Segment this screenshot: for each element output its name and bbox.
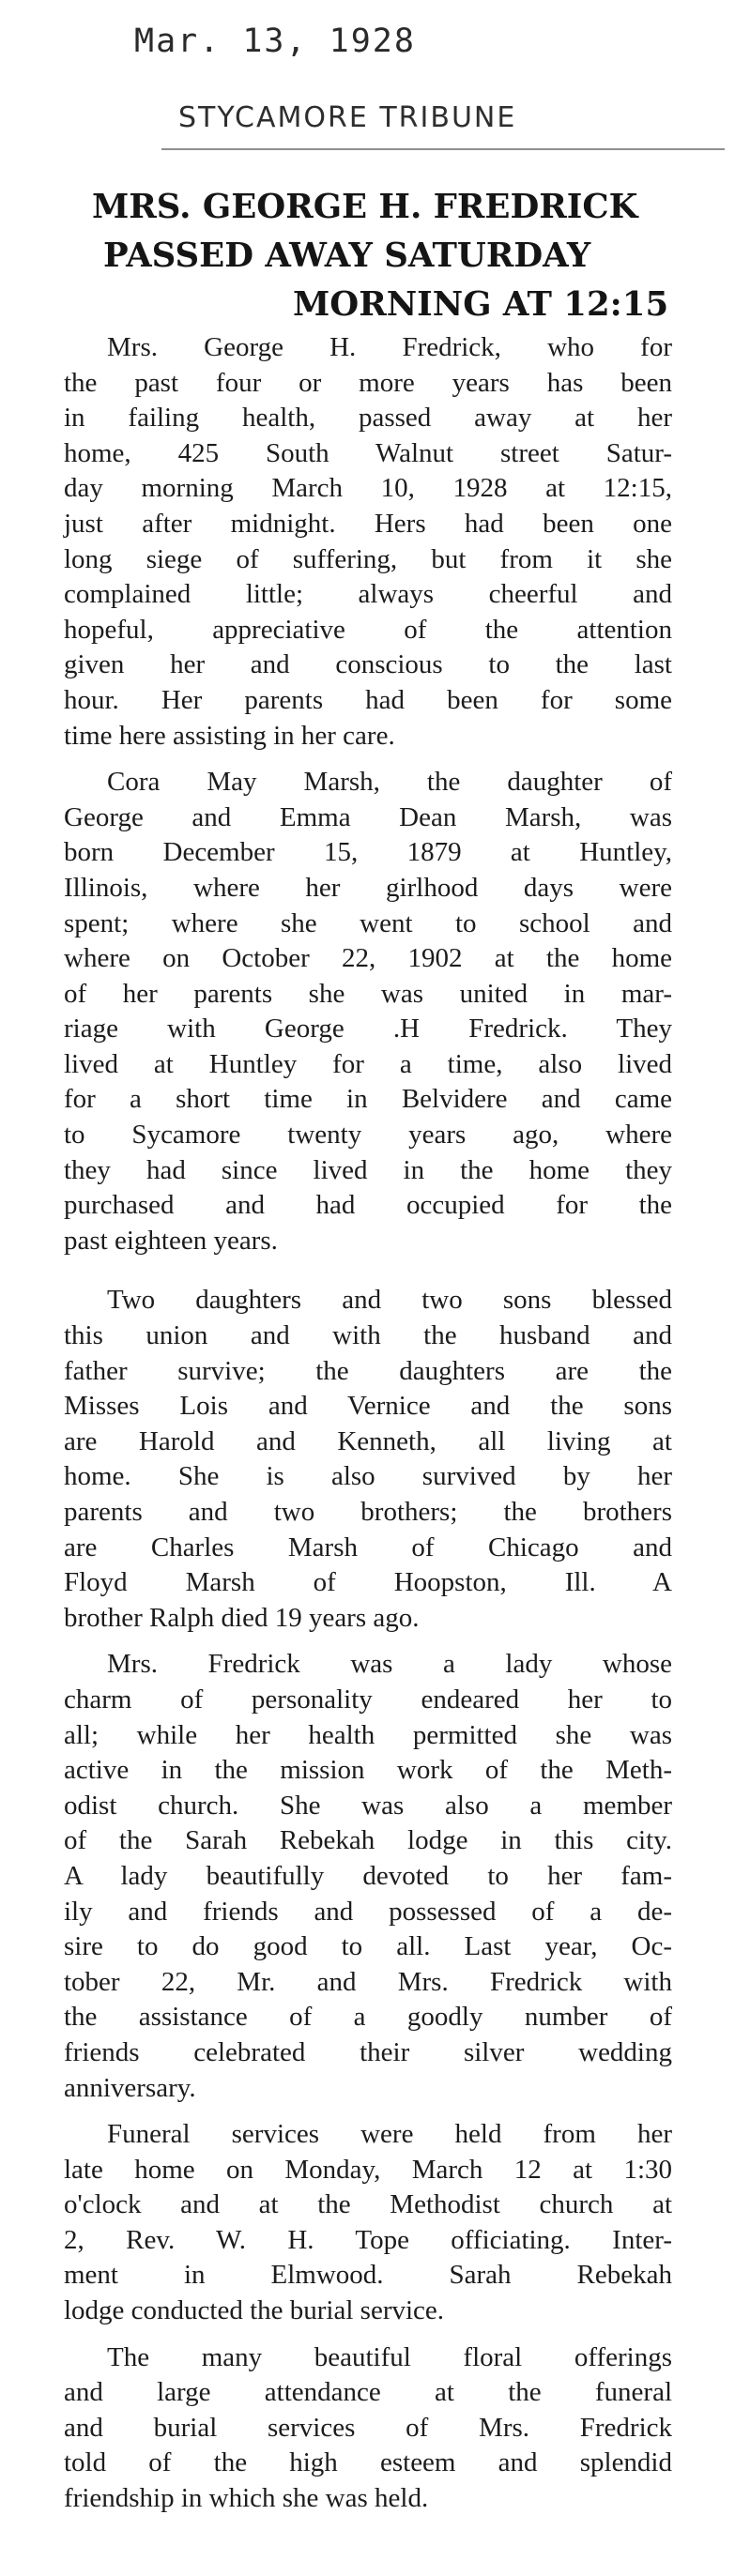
- article-line: Funeral services were held from her: [107, 2119, 672, 2150]
- article-line: hour. Her parents had been for some: [64, 684, 672, 715]
- article-line: parents and two brothers; the brothers: [64, 1497, 672, 1527]
- article-line: long siege of suffering, but from it she: [64, 543, 672, 574]
- article-line: The many beautiful floral offerings: [107, 2341, 672, 2372]
- article-line: home. She is also survived by her: [64, 1461, 672, 1492]
- article-line: friendship in which she was held.: [64, 2483, 429, 2514]
- article-line: friends celebrated their silver wedding: [64, 2036, 672, 2067]
- article-line: spent; where she went to school and: [64, 907, 672, 938]
- article-line: riage with George .H Fredrick. They: [64, 1014, 672, 1044]
- article-line: told of the high esteem and splendid: [64, 2447, 672, 2478]
- article-line: father survive; the daughters are the: [64, 1355, 672, 1386]
- article-line: George and Emma Dean Marsh, was: [64, 801, 672, 832]
- article-line: lodge conducted the burial service.: [64, 2295, 445, 2326]
- article-line: odist church. She was also a member: [64, 1790, 672, 1821]
- article-line: they had since lived in the home they: [64, 1154, 672, 1185]
- article-line: anniversary.: [64, 2072, 196, 2103]
- article-line: in failing health, passed away at her: [64, 403, 672, 434]
- article-line: purchased and had occupied for the: [64, 1190, 672, 1221]
- headline-line-2: PASSED AWAY SATURDAY: [103, 236, 591, 275]
- article-line: ily and friends and possessed of a de-: [64, 1896, 672, 1927]
- article-line: born December 15, 1879 at Huntley,: [64, 837, 672, 868]
- article-line: all; while her health permitted she was: [64, 1719, 672, 1750]
- clipping-date: Mar. 13, 1928: [134, 23, 416, 60]
- article-line: of the Sarah Rebekah lodge in this city.: [64, 1825, 672, 1856]
- article-line: time here assisting in her care.: [64, 720, 395, 751]
- paragraph-spacer: [64, 1636, 672, 1647]
- article-body: [64, 330, 672, 2517]
- article-line: Cora May Marsh, the daughter of: [107, 767, 672, 798]
- article-line: the assistance of a goodly number of: [64, 2002, 672, 2033]
- article-paragraph: [64, 330, 672, 754]
- article-line: just after midnight. Hers had been one: [64, 508, 672, 539]
- newspaper-source: STYCAMORE TRIBUNE: [178, 101, 517, 134]
- article-line: charm of personality endeared her to: [64, 1684, 672, 1715]
- article-line: this union and with the husband and: [64, 1320, 672, 1351]
- article-line: of her parents she was united in mar-: [64, 978, 672, 1009]
- article-line: brother Ralph died 19 years ago.: [64, 1602, 420, 1633]
- article-line: Misses Lois and Vernice and the sons: [64, 1391, 672, 1422]
- article-line: 2, Rev. W. H. Tope officiating. Inter-: [64, 2224, 672, 2255]
- paragraph-spacer: [64, 2106, 672, 2117]
- article-paragraph: [64, 1283, 672, 1636]
- article-line: the past four or more years has been: [64, 367, 672, 398]
- article-paragraph: [64, 1647, 672, 2106]
- article-line: active in the mission work of the Meth-: [64, 1755, 672, 1786]
- article-line: to Sycamore twenty years ago, where: [64, 1120, 672, 1151]
- article-paragraph: [64, 2117, 672, 2329]
- headline-line-1: MRS. GEORGE H. FREDRICK: [92, 188, 638, 226]
- article-line: where on October 22, 1902 at the home: [64, 943, 672, 974]
- article-line: A lady beautifully devoted to her fam-: [64, 1860, 672, 1891]
- article-line: complained little; always cheerful and: [64, 579, 672, 610]
- article-line: Illinois, where her girlhood days were: [64, 872, 672, 903]
- paragraph-spacer: [64, 1258, 672, 1283]
- paragraph-spacer: [64, 754, 672, 765]
- article-paragraph: [64, 2340, 672, 2517]
- article-line: lived at Huntley for a time, also lived: [64, 1048, 672, 1079]
- article-line: day morning March 10, 1928 at 12:15,: [64, 473, 672, 504]
- headline-line-3: MORNING AT 12:15: [293, 285, 669, 324]
- headline: [56, 183, 695, 329]
- article-line: hopeful, appreciative of the attention: [64, 614, 672, 645]
- article-paragraph: [64, 765, 672, 1258]
- article-line: and burial services of Mrs. Fredrick: [64, 2412, 672, 2443]
- article-line: sire to do good to all. Last year, Oc-: [64, 1931, 672, 1962]
- article-line: and large attendance at the funeral: [64, 2377, 672, 2408]
- article-line: tober 22, Mr. and Mrs. Fredrick with: [64, 1966, 672, 1997]
- article-line: ment in Elmwood. Sarah Rebekah: [64, 2260, 672, 2291]
- header-divider: [161, 148, 725, 150]
- article-line: late home on Monday, March 12 at 1:30: [64, 2154, 672, 2185]
- article-line: are Harold and Kenneth, all living at: [64, 1425, 672, 1456]
- article-line: for a short time in Belvidere and came: [64, 1084, 672, 1115]
- paragraph-spacer: [64, 2329, 672, 2340]
- article-line: Floyd Marsh of Hoopston, Ill. A: [64, 1567, 672, 1598]
- article-line: Mrs. Fredrick was a lady whose: [107, 1649, 672, 1680]
- article-line: Two daughters and two sons blessed: [107, 1285, 672, 1316]
- article-line: are Charles Marsh of Chicago and: [64, 1532, 672, 1562]
- article-line: o'clock and at the Methodist church at: [64, 2189, 672, 2220]
- article-line: past eighteen years.: [64, 1225, 278, 1256]
- article-line: given her and conscious to the last: [64, 649, 672, 680]
- article-line: home, 425 South Walnut street Satur-: [64, 437, 672, 468]
- article-line: Mrs. George H. Fredrick, who for: [107, 332, 672, 362]
